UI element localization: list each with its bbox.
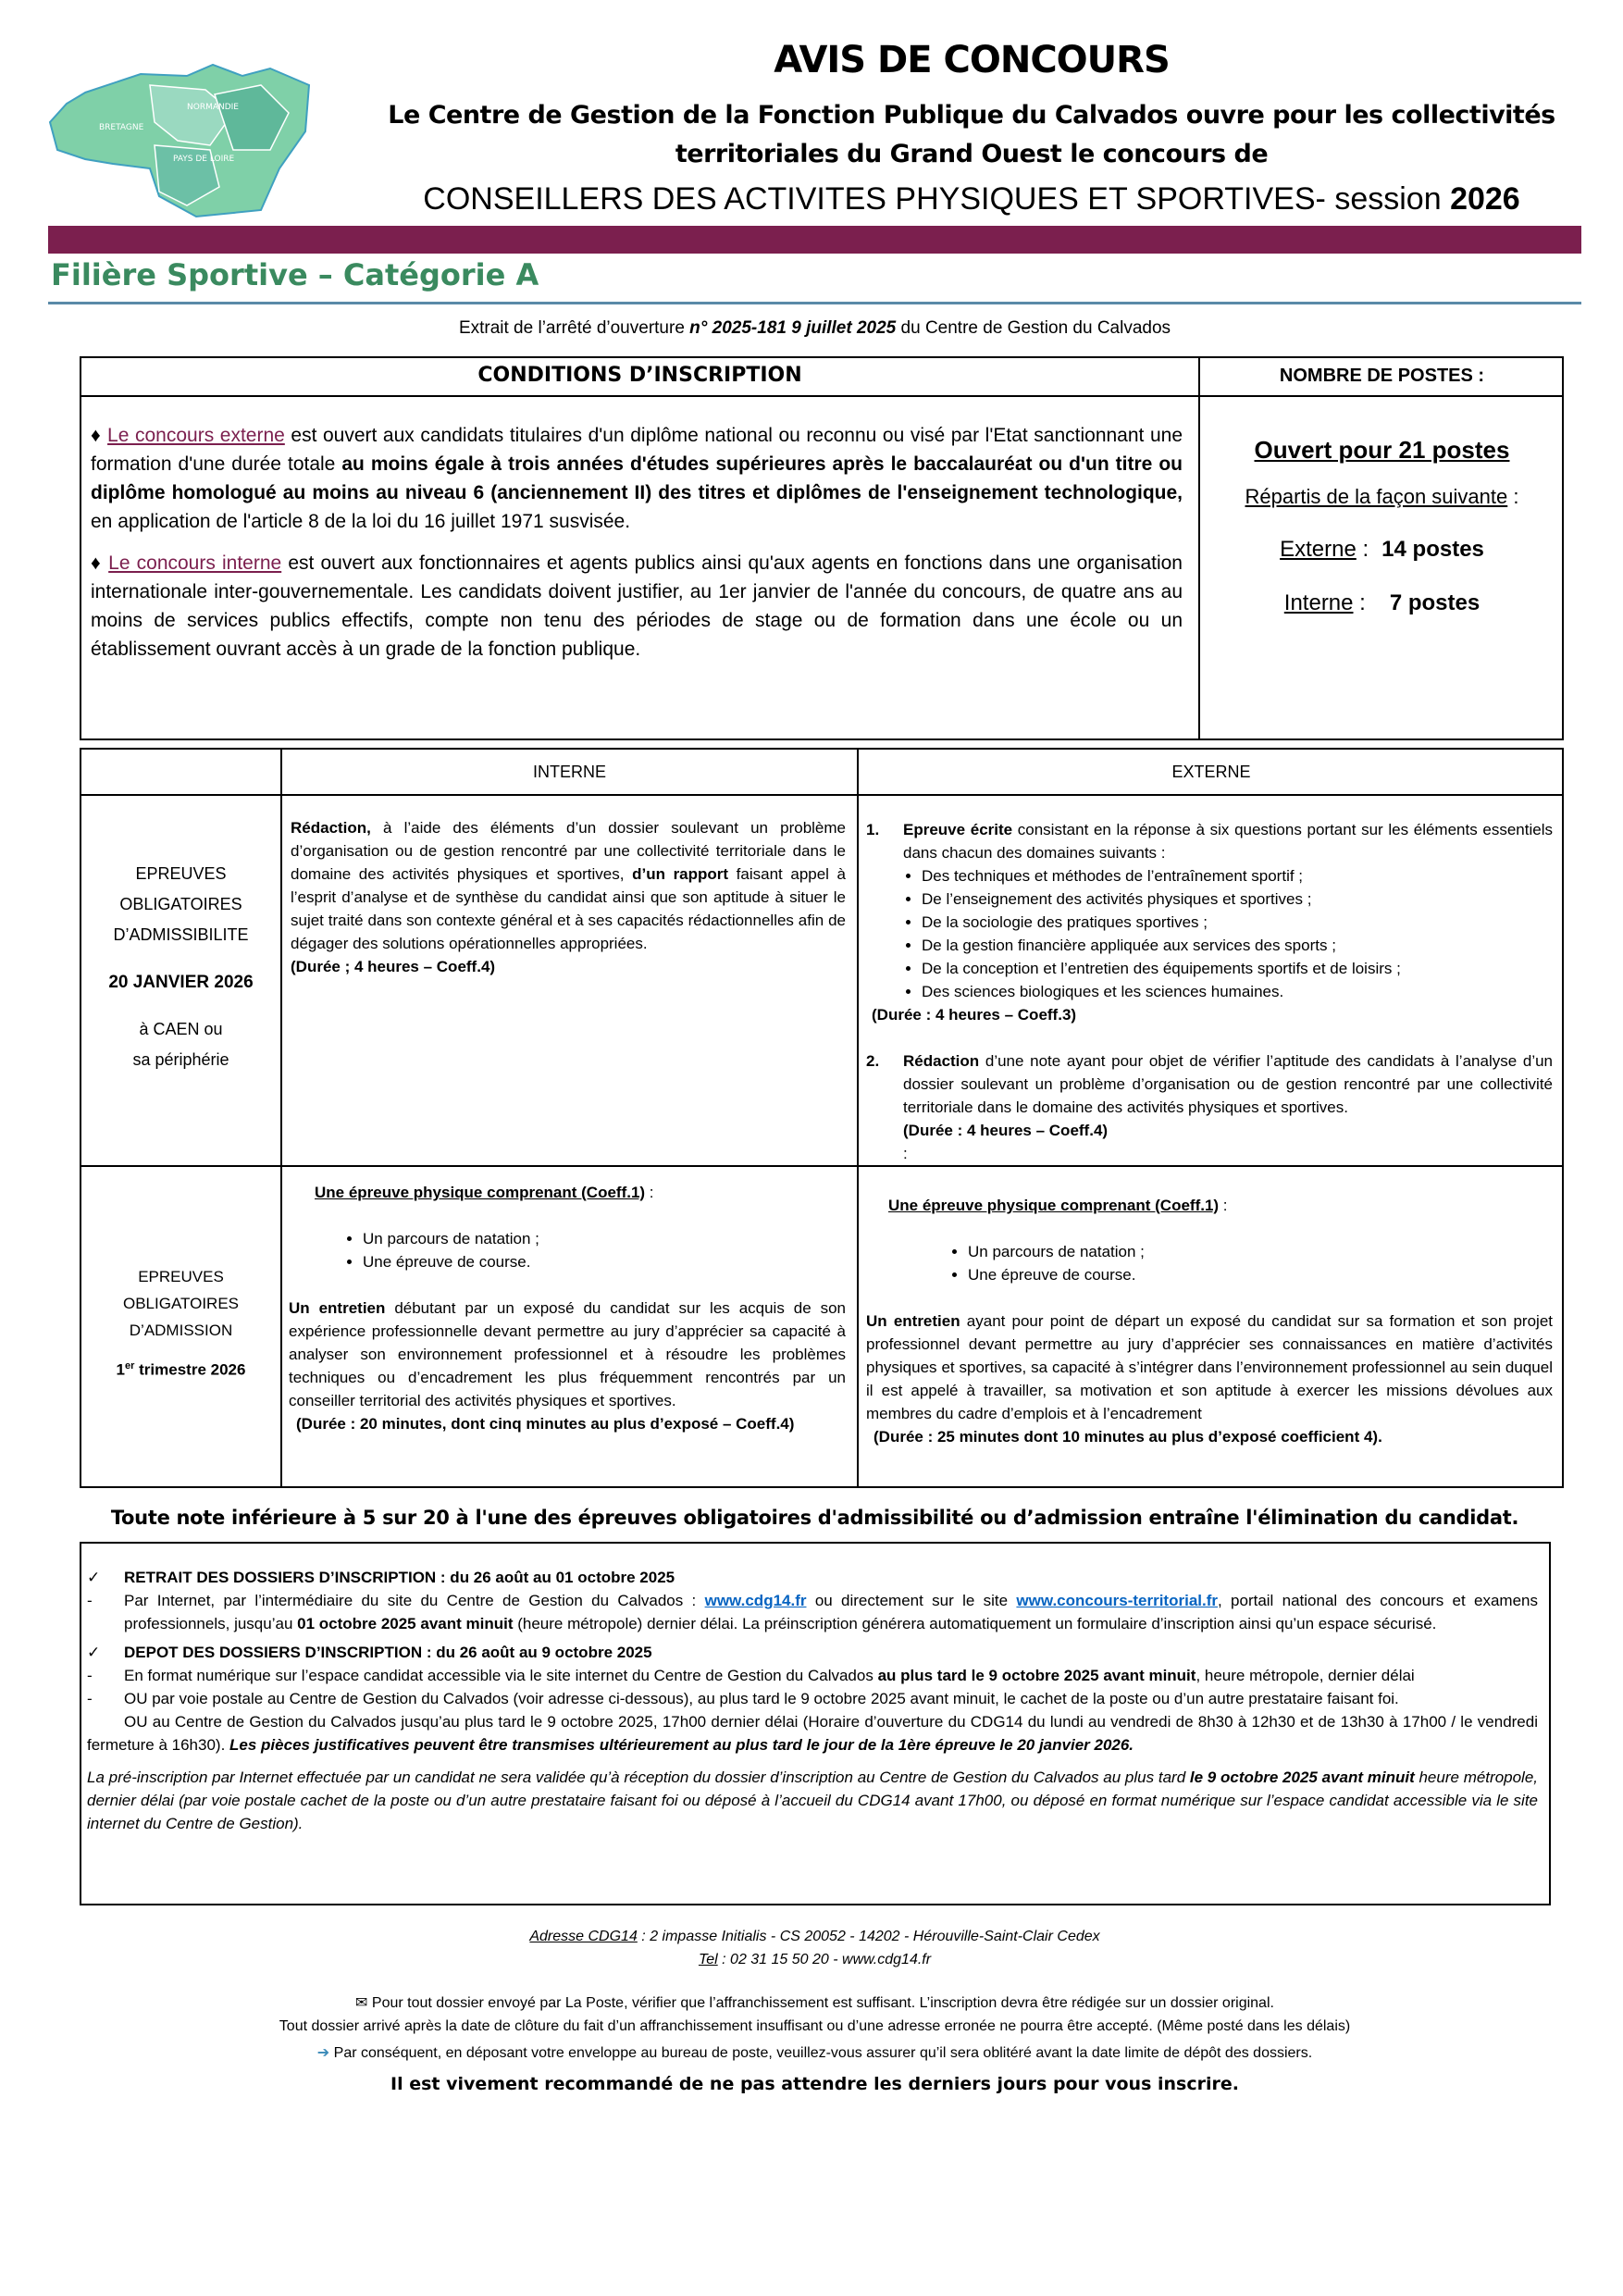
epreuve-ecrite-bold: Epreuve écrite [903, 821, 1013, 838]
redaction-text-2: faisant appel à l’esprit d’analyse et de synthèse du candidat ainsi que son aptitude à situer le sujet traité dans son contexte général et à ses capacités rédactionnelles afin de dégager des solutions opérationnelles appropriées. [291, 865, 847, 952]
footer-address [48, 1925, 1581, 1971]
lieu-line: sa périphérie [132, 1050, 229, 1069]
trail-colon: : [903, 1145, 908, 1162]
interne-admissibilite [291, 816, 846, 978]
adresse-value: : 2 impasse Initialis - CS 20052 - 14202 - Hérouville-Saint-Clair Cedex [637, 1929, 1100, 1944]
date-post: trimestre 2026 [134, 1360, 246, 1379]
list-item: • Des sciences biologiques et les sciences humaines. [922, 980, 1553, 1003]
footer-poste [48, 1992, 1581, 2065]
entretien-text: ayant pour point de départ un exposé du candidat sur sa formation et son projet professionnel devant permettre au jury d’apprécier ses connaissances en matière d’activités physiques et sportives, sa capacité à s’intégrer dans l’environnement professionnel au sein duquel il est appelé à travailler, sa motivation et son aptitude à exercer les missions dévolues aux membres du cadre d’emplois et à l’encadrement [866, 1312, 1554, 1422]
externe-value: 14 postes [1381, 537, 1484, 562]
label-line: OBLIGATOIRES [119, 895, 242, 913]
depot-3-bold: Les pièces justificatives peuvent être transmises ultérieurement au plus tard le jour de la 1ère épreuve le 20 janvier 2026. [229, 1736, 1134, 1754]
list-item: • Un parcours de natation ; [363, 1227, 846, 1250]
filiere-divider [48, 302, 1581, 304]
concours-name [370, 181, 1573, 217]
externe-bold: au moins égale à trois années d'études supérieures après le baccalauréat ou d'un titre ou diplôme homologué au moins au niveau 6 (anciennement II) des titres et diplômes de l'enseignement technologique, [91, 453, 1183, 503]
externe-admissibilite [866, 818, 1553, 1165]
depot-title: DEPOT DES DOSSIERS D’INSCRIPTION : du 26 août au 9 octobre 2025 [124, 1644, 652, 1661]
map-label-normandie: NORMANDIE [187, 103, 239, 112]
date-pre: 1 [116, 1360, 126, 1379]
domaines-list [866, 864, 1553, 1003]
conditions-text [91, 421, 1183, 676]
redaction-note-text: d’une note ayant pour objet de vérifier l’aptitude des candidats à l’analyse d’un dossier soulevant un problème d’organisation ou de gestion rencontré par une collectivité territoriale dans le domaine des activités physiques et sportives. [903, 1052, 1553, 1116]
depot-1-bold: au plus tard le 9 octobre 2025 avant minuit [877, 1667, 1196, 1684]
cdg-map-logo [48, 57, 312, 219]
rapport-bold: d’un rapport [632, 865, 729, 883]
retrait-bold: 01 octobre 2025 avant minuit [297, 1615, 514, 1632]
dash: - [87, 1592, 93, 1609]
inscription-box [80, 1542, 1551, 1905]
conditions-header: CONDITIONS D’INSCRIPTION [477, 364, 802, 387]
admission-label [81, 1263, 280, 1384]
adresse-label: Adresse CDG14 [529, 1929, 638, 1944]
retrait-text-2: ou directement sur le site [806, 1592, 1017, 1609]
physique-title: Une épreuve physique comprenant (Coeff.1) [888, 1197, 1220, 1214]
note-text-2: heure métropole, dernier délai (par voie postale cachet de la poste ou d’un autre prestataire faisant foi ou déposé à l’accueil du CDG14 avant 17h00, ou déposé en format numérique sur l’espace candidat accessible via le site internet du Centre de Gestion). [87, 1769, 1539, 1832]
list-item: • De la sociologie des pratiques sportives ; [922, 911, 1553, 934]
externe-entretien-duree: (Durée : 25 minutes dont 10 minutes au plus d’exposé coefficient 4). [873, 1428, 1382, 1446]
num-2: 2. [866, 1052, 880, 1070]
entretien-bold: Un entretien [289, 1299, 386, 1317]
recommandation: Il est vivement recommandé de ne pas attendre les derniers jours pour vous inscrire. [390, 2074, 1239, 2094]
label-line: EPREUVES [135, 864, 227, 883]
condition-externe [91, 421, 1183, 536]
retrait-heading [87, 1566, 1538, 1589]
envelope-icon: ✉ [355, 1995, 368, 2011]
conditions-table [80, 356, 1564, 740]
entretien-text: débutant par un exposé du candidat sur les acquis de son expérience professionnelle devant permettre au jury d’apprécier sa capacité à analyser son environnement professionnel et à résoudre les problèmes techniques ou d’encadrement les plus fréquemment rencontrés par un conseiller territorial des activités physiques et sportives. [289, 1299, 846, 1409]
label-line: EPREUVES [138, 1268, 224, 1285]
condition-interne [91, 549, 1183, 664]
redaction-note-bold: Rédaction [903, 1052, 980, 1070]
interne-text: est ouvert aux fonctionnaires et agents publics ainsi qu'aux agents en fonctions dans une organisation internationale inter-gouvernementale. Les candidats doivent justifier, au 1er janvier de l'année du concours, de quatre ans au moins de services publics effectifs, compte non tenu des périodes de stage ou de formation dans une école ou un établissement ouvrant accès à un grade de la fonction publique. [91, 552, 1183, 660]
redaction-bold: Rédaction, [291, 819, 371, 837]
session-label: - session [1315, 181, 1442, 217]
admissibilite-label [81, 859, 280, 1075]
retrait-title: RETRAIT DES DOSSIERS D’INSCRIPTION : du 26 août au 01 octobre 2025 [124, 1569, 675, 1586]
dash: - [87, 1667, 93, 1684]
dash: - [87, 1690, 93, 1707]
extrait-after: du Centre de Gestion du Calvados [896, 318, 1171, 338]
list-item: • Une épreuve de course. [968, 1263, 1553, 1286]
poste-1: Pour tout dossier envoyé par La Poste, vérifier que l’affranchissement est suffisant. L’inscription devra être rédigée sur un dossier original. [367, 1995, 1274, 2011]
postes-cell [1200, 397, 1564, 616]
interne-entretien-duree: (Durée : 20 minutes, dont cinq minutes au plus d’exposé – Coeff.4) [296, 1415, 795, 1433]
physique-colon: : [645, 1184, 654, 1201]
page-subtitle [370, 96, 1573, 174]
physique-list [289, 1227, 846, 1273]
tel-label: Tel [698, 1952, 718, 1967]
label-line: D’ADMISSION [129, 1322, 233, 1339]
filiere-heading: Filière Sportive – Catégorie A [51, 257, 539, 292]
label-line: OBLIGATOIRES [122, 1295, 240, 1312]
list-item: • De la gestion financière appliquée aux services des sports ; [922, 934, 1553, 957]
header-band [48, 226, 1581, 254]
interne-admission [289, 1181, 846, 1435]
depot-2-text: OU par voie postale au Centre de Gestion du Calvados (voir adresse ci-dessous), au plus tard le 9 octobre 2025 avant minuit, le cachet de la poste ou d’un autre prestataire faisant foi. [124, 1690, 1399, 1707]
note-text-1: La pré-inscription par Internet effectuée par un candidat ne sera validée qu’à réception du dossier d’inscription au Centre de Gestion du Calvados au plus tard [87, 1769, 1190, 1786]
postes-repartition [1200, 485, 1564, 509]
epreuve-ecrite-text: consistant en la réponse à six questions portant sur les éléments essentiels dans chacun des domaines suivants : [903, 821, 1553, 862]
retrait-text-1: Par Internet, par l’intermédiaire du site du Centre de Gestion du Calvados : [124, 1592, 705, 1609]
depot-3-text: OU au Centre de Gestion du Calvados jusqu’au plus tard le 9 octobre 2025, 17h00 dernier délai (Horaire d’ouverture du CDG14 du lundi au vendredi de 8h30 à 12h30 et de 13h30 à 17h00 / le vendredi fermeture à 16h30). [87, 1713, 1538, 1754]
entretien-bold: Un entretien [866, 1312, 960, 1330]
list-item: • De la conception et l’entretien des équipements sportifs et de loisirs ; [922, 957, 1553, 980]
externe-1-duree: (Durée : 4 heures – Coeff.3) [872, 1006, 1077, 1024]
list-item: • Un parcours de natation ; [968, 1240, 1553, 1263]
retrait-item [87, 1589, 1538, 1635]
tel-value: : 02 31 15 50 20 - www.cdg14.fr [717, 1952, 932, 1967]
subtitle-line-2: territoriales du Grand Ouest le concours de [675, 140, 1269, 168]
externe-text-1: est ouvert aux candidats titulaires d'un diplôme national ou reconnu ou visé par l'Etat sanctionnant une formation d'une durée totale [91, 425, 1183, 475]
admission-date [81, 1353, 280, 1384]
subtitle-line-1: Le Centre de Gestion de la Fonction Publique du Calvados ouvre pour les collectivités [388, 101, 1555, 130]
repartis-colon: : [1507, 485, 1519, 508]
elimination-notice: Toute note inférieure à 5 sur 20 à l'une des épreuves obligatoires d'admissibilité ou d’admission entraîne l'élimination du candidat. [110, 1507, 1519, 1529]
diamond-icon: ♦ [91, 425, 102, 446]
admissibilite-date: 20 JANVIER 2026 [108, 973, 254, 992]
postes-total: Ouvert pour 21 postes [1254, 436, 1510, 464]
page-title: AVIS DE CONCOURS [774, 39, 1170, 81]
diamond-icon: ♦ [91, 552, 103, 574]
externe-2-duree: (Durée : 4 heures – Coeff.4) [903, 1122, 1109, 1139]
concours-externe-link[interactable]: Le concours externe [107, 425, 285, 446]
retrait-text-3: , portail national des concours et examens professionnels, jusqu’au [124, 1592, 1538, 1632]
preinscription-note [87, 1766, 1538, 1835]
poste-2: Tout dossier arrivé après la date de clôture du fait d’un affranchissement insuffisant ou d’une adresse erronée ne pourra être accepté. (Même posté dans les délais) [279, 2018, 1351, 2034]
interne-adm-duree: (Durée ; 4 heures – Coeff.4) [291, 958, 496, 975]
depot-item-3 [87, 1710, 1538, 1756]
note-bold: le 9 octobre 2025 avant minuit [1189, 1769, 1415, 1786]
externe-admission [866, 1194, 1553, 1448]
physique-title: Une épreuve physique comprenant (Coeff.1) [315, 1184, 646, 1201]
session-year: 2026 [1450, 181, 1520, 217]
epreuves-table [80, 748, 1564, 1488]
extrait-arrete [48, 318, 1581, 339]
map-label-pays-de-loire: PAYS DE LOIRE [173, 155, 235, 164]
concours-title: CONSEILLERS DES ACTIVITES PHYSIQUES ET SPORTIVES [423, 181, 1316, 217]
num-1: 1. [866, 821, 880, 838]
arrow-right-icon: ➔ [316, 2045, 330, 2061]
depot-1-text-2: , heure métropole, dernier délai [1196, 1667, 1415, 1684]
interne-value: 7 postes [1389, 590, 1481, 615]
physique-list [866, 1240, 1553, 1286]
externe-label: Externe [1280, 537, 1357, 562]
arrete-ref: n° 2025-181 9 juillet 2025 [689, 318, 897, 338]
colon: : [1356, 537, 1369, 562]
retrait-text-4: (heure métropole) dernier délai. La préinscription générera automatiquement un formulaire d’inscription ainsi qu’un espace sécurisé. [513, 1615, 1437, 1632]
depot-item-1 [87, 1664, 1538, 1687]
depot-heading [87, 1641, 1538, 1664]
postes-interne [1200, 590, 1564, 616]
concours-territorial-link[interactable]: www.concours-territorial.fr [1016, 1592, 1218, 1609]
repartis-label: Répartis de la façon suivante [1245, 485, 1508, 508]
depot-1-text: En format numérique sur l’espace candidat accessible via le site internet du Centre de Gestion du Calvados [124, 1667, 878, 1684]
list-item: • De l’enseignement des activités physiques et sportives ; [922, 887, 1553, 911]
colon: : [1353, 590, 1366, 615]
col-interne: INTERNE [532, 763, 606, 781]
poste-3: Par conséquent, en déposant votre enveloppe au bureau de poste, veuillez-vous assurer qu’il sera oblitéré avant la date limite de dépôt des dossiers. [329, 2045, 1313, 2061]
lieu-line: à CAEN ou [139, 1020, 223, 1038]
label-line: D’ADMISSIBILITE [113, 925, 249, 944]
list-item: • Des techniques et méthodes de l’entraînement sportif ; [922, 864, 1553, 887]
cdg14-link[interactable]: www.cdg14.fr [704, 1592, 807, 1609]
redaction-text: à l’aide des éléments d’un dossier soulevant un problème d’organisation ou de gestion rencontré par une collectivité territoriale dans le domaine des activités physiques et sportives, [291, 819, 846, 883]
postes-externe [1200, 537, 1564, 563]
postes-header: NOMBRE DE POSTES : [1279, 366, 1485, 386]
externe-text-2: en application de l'article 8 de la loi du 16 juillet 1971 susvisée. [91, 511, 631, 532]
check-icon: ✓ [87, 1569, 101, 1586]
map-label-bretagne: BRETAGNE [99, 123, 144, 132]
physique-colon: : [1219, 1197, 1228, 1214]
date-sup: er [125, 1360, 135, 1371]
interne-label: Interne [1283, 590, 1354, 615]
list-item: • Une épreuve de course. [363, 1250, 846, 1273]
col-externe: EXTERNE [1171, 763, 1251, 781]
check-icon: ✓ [87, 1644, 101, 1661]
extrait-before: Extrait de l’arrêté d’ouverture [458, 318, 690, 338]
depot-item-2 [87, 1687, 1538, 1710]
concours-interne-link[interactable]: Le concours interne [108, 552, 282, 574]
